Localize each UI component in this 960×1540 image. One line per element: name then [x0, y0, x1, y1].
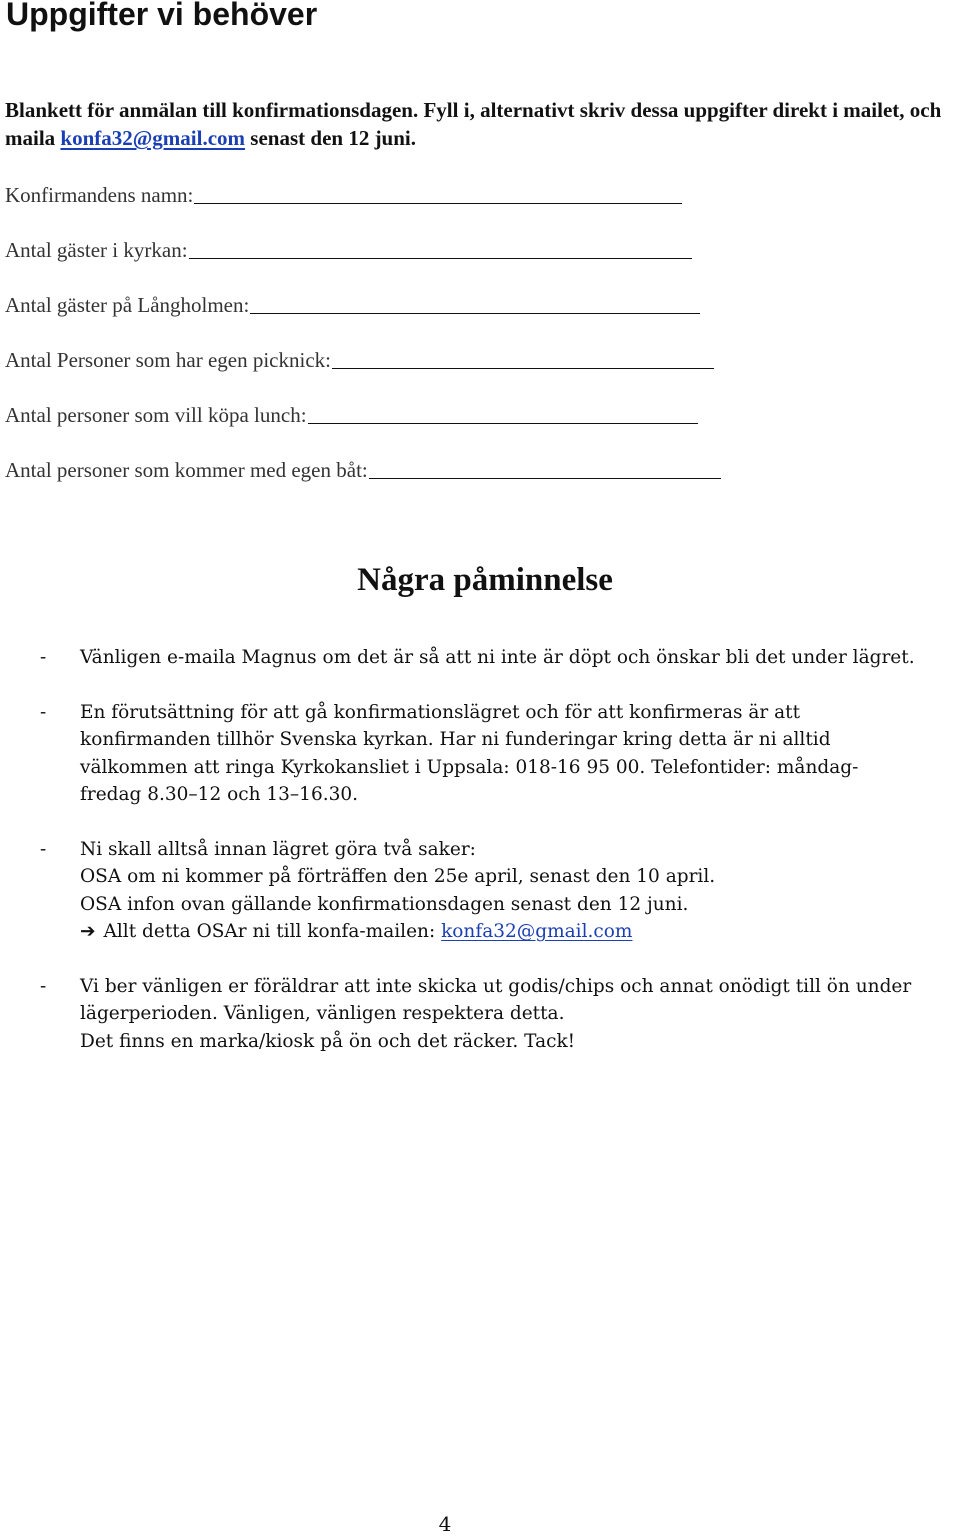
form-field-label: Antal personer som kommer med egen båt: [5, 458, 368, 482]
bullet-dash: - [40, 975, 47, 997]
bullet-line: OSA infon ovan gällande konfirmationsdagen senast den 12 juni. [80, 893, 689, 915]
form-field-label: Antal personer som vill köpa lunch: [5, 403, 307, 427]
list-item [40, 644, 960, 672]
form-field-line[interactable] [308, 423, 698, 424]
form-field-guests-church[interactable] [5, 233, 692, 263]
form-field-line[interactable] [189, 258, 692, 259]
bullet-line: Vi ber vänligen er föräldrar att inte skicka ut godis/chips och annat onödigt till ön under [80, 975, 912, 997]
bullet-dash: - [40, 647, 47, 668]
bullet-line: Vänligen e-maila Magnus om det är så att ni inte är döpt och önskar bli det under lägret. [80, 647, 915, 668]
list-item [40, 973, 960, 1056]
form-field-label: Konfirmandens namn: [5, 183, 194, 207]
form-field-label: Antal gäster på Långholmen: [5, 293, 250, 317]
list-item [40, 699, 960, 809]
arrow-line [80, 918, 960, 946]
page-number: 4 [438, 1512, 452, 1536]
form-field-label: Antal gäster i kyrkan: [5, 238, 188, 262]
form-field-label: Antal Personer som har egen picknick: [5, 348, 331, 372]
bullet-line: fredag 8.30–12 och 13–16.30. [80, 784, 359, 805]
konfa-email-link[interactable]: konfa32@gmail.com [441, 921, 633, 942]
bullet-line: OSA om ni kommer på förträffen den 25e april, senast den 10 april. [80, 866, 716, 887]
bullet-line: lägerperioden. Vänligen, vänligen respektera detta. [80, 1003, 565, 1024]
bullet-line: Ni skall alltså innan lägret göra två saker: [80, 838, 476, 860]
intro-email-link[interactable]: konfa32@gmail.com [60, 126, 246, 150]
bullet-line: välkommen att ringa Kyrkokansliet i Uppsala: 018-16 95 00. Telefontider: måndag- [80, 756, 859, 778]
intro-text-start: Blankett för anmälan till konfirmationsdagen. Fyll i, alternativt skriv dessa uppgifter direkt i mailet, och maila [5, 98, 942, 150]
form-field-guests-langholmen[interactable] [5, 288, 700, 318]
page-heading: Uppgifter vi behöver [6, 0, 318, 32]
intro-text-end: senast den 12 juni. [245, 126, 416, 150]
form-field-line[interactable] [194, 203, 682, 204]
bullet-dash: - [40, 838, 47, 860]
arrow-right-icon: ➔ [80, 921, 96, 942]
form-field-line[interactable] [332, 368, 714, 369]
form-field-line[interactable] [369, 478, 721, 479]
arrow-line-text: Allt detta OSAr ni till konfa-mailen: [103, 921, 442, 942]
form-field-line[interactable] [250, 313, 700, 314]
form-field-lunch[interactable] [5, 398, 698, 428]
list-item [40, 836, 960, 946]
bullet-line: En förutsättning för att gå konfirmationslägret och för att konfirmeras är att [80, 701, 801, 723]
form-field-boat[interactable] [5, 453, 721, 483]
bullet-dash: - [40, 701, 47, 723]
reminders-list [40, 644, 960, 1082]
form-field-picnic[interactable] [5, 343, 714, 373]
bullet-line: konfirmanden tillhör Svenska kyrkan. Har ni funderingar kring detta är ni alltid [80, 729, 831, 750]
bullet-line: Det finns en marka/kiosk på ön och det räcker. Tack! [80, 1030, 576, 1052]
intro-paragraph [5, 96, 945, 152]
reminders-heading: Några påminnelse [357, 562, 613, 598]
form-field-name[interactable] [5, 178, 682, 208]
